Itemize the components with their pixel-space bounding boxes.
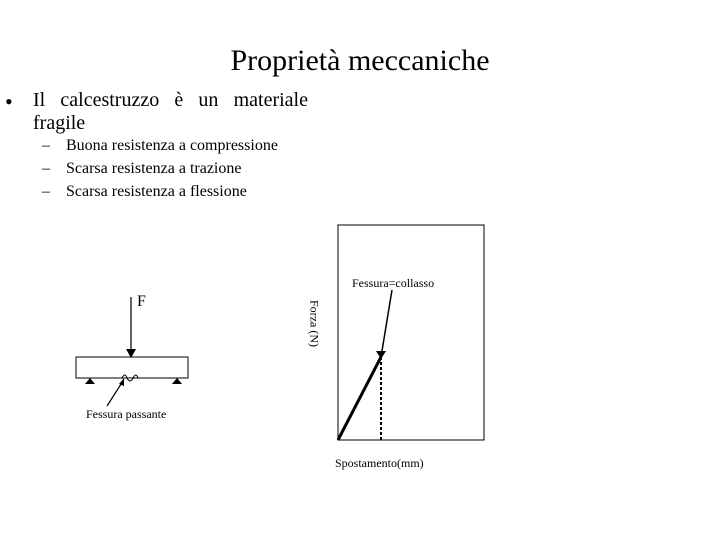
subitem-dash: –: [42, 160, 50, 177]
annotation-arrow-head: [376, 351, 386, 359]
support-right: [172, 378, 182, 384]
crack-label: Fessura passante: [86, 407, 167, 421]
subitem-text: Scarsa resistenza a flessione: [66, 183, 247, 200]
subitem-text: Scarsa resistenza a trazione: [66, 160, 242, 177]
bullet-text: Il calcestruzzo è un materiale fragile: [33, 89, 308, 134]
load-curve: [338, 357, 381, 440]
slide-title: Proprietà meccaniche: [230, 44, 490, 77]
force-label: F: [137, 293, 146, 310]
graph-ylabel: Forza (N): [307, 300, 322, 347]
crack-pointer-head: [119, 378, 124, 386]
graph-frame: [338, 225, 484, 440]
graph-xlabel: Spostamento(mm): [335, 456, 424, 470]
collapse-line: [381, 290, 392, 357]
crack-pointer: [107, 381, 123, 406]
support-left: [85, 378, 95, 384]
bullet-marker: •: [5, 89, 13, 114]
subitem-dash: –: [42, 183, 50, 200]
subitem-dash: –: [42, 137, 50, 154]
collapse-annotation: Fessura=collasso: [352, 276, 435, 290]
beam: [76, 357, 188, 378]
subitem-text: Buona resistenza a compressione: [66, 137, 278, 154]
